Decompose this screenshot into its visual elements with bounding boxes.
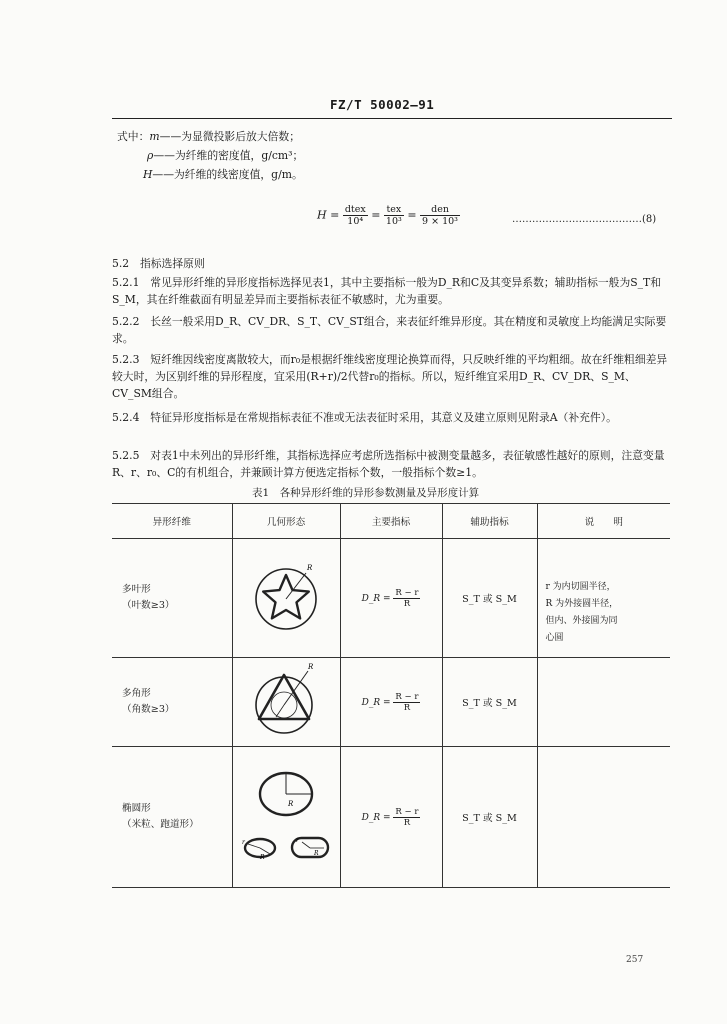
page-number: 257: [626, 955, 644, 965]
header-fiber: 异形纤维: [112, 504, 232, 539]
frac-dtex: $\frac{\text{dtex}}{\text{10⁴}}$: [344, 204, 366, 227]
elliptical-figure: [236, 756, 336, 876]
svg-text:R: R: [308, 662, 314, 671]
standard-code: FZ/T 50002—91: [330, 97, 435, 112]
svg-text:r: r: [242, 838, 245, 846]
svg-text:R: R: [314, 849, 319, 857]
fiber-name-cell: 椭圆形 （米粒、跑道形）: [112, 747, 232, 888]
main-index-cell: D_R = $\frac{R - r}{R}$: [340, 658, 442, 747]
table-caption: 表1 各种异形纤维的异形参数测量及异形度计算: [252, 487, 480, 499]
frac-tex: $\frac{\text{tex}}{\text{10³}}$: [385, 204, 402, 227]
paragraph-5-2-5: 5.2.5 对表1中未列出的异形纤维，其指标选择应考虑所选指标中被测变量越多，表征敏感性越好的原则，注意变量R、r、r₀、C的有机组合，并兼顾计算方便选定指标个数，一般指标个数≥1。: [112, 449, 665, 479]
svg-text:r: r: [296, 836, 299, 844]
main-index-cell: D_R = $\frac{R - r}{R}$: [340, 539, 442, 658]
definition-rho: ρ——为纤维的密度值，g/cm³；: [147, 149, 304, 162]
aux-index-cell: S_T 或 S_M: [442, 539, 537, 658]
paragraph-5-2-1: 5.2.1 常见异形纤维的异形度指标选择见表1，其中主要指标一般为D_R和C及其变异系数；辅助指标一般为S_T和S_M，其在纤维截面有明显差异而主要指标表征不敏感时，尤为重要。: [112, 276, 662, 306]
svg-text:R: R: [307, 563, 313, 572]
aux-index-cell: S_T 或 S_M: [442, 658, 537, 747]
geometry-cell: [232, 658, 340, 747]
paragraph-5-2-3: 5.2.3 短纤维因线密度离散较大，而r₀是根据纤维线密度理论换算而得，只反映纤维的平均粗细。故在纤维粗细差异较大时，为区别纤维的异形程度，宜采用(R+r)/2代替r₀的指标。所以，短纤维宜采用D_R、CV_DR、S_M、CV_SM组合。: [112, 353, 668, 400]
note-cell-empty: [537, 658, 670, 747]
paragraph-5-2-4: 5.2.4 特征异形度指标是在常规指标表征不准或无法表征时采用，其意义及建立原则见附录A（补充件）。: [112, 411, 617, 424]
definition-h: H——为纤维的线密度值，g/m。: [143, 168, 303, 181]
note-cell: r 为内切圆半径， R 为外接圆半径， 但内、外接圆为同 心圆: [537, 539, 670, 658]
fiber-name-cell: 多角形 （角数≥3）: [112, 658, 232, 747]
note-cell-empty: [537, 747, 670, 888]
definition-m: 式中：m——为显微投影后放大倍数；: [117, 130, 300, 143]
section-title: 5.2 指标选择原则: [112, 257, 205, 270]
aux-index-cell: S_T 或 S_M: [442, 747, 537, 888]
paragraph-5-2-2: 5.2.2 长丝一般采用D_R、CV_DR、S_T、CV_ST组合，来表征纤维异形度。其在精度和灵敏度上均能满足实际要求。: [112, 315, 667, 345]
frac-den: $\frac{\text{den}}{\text{9 × 10³}}$: [422, 204, 458, 227]
main-index-cell: D_R = $\frac{R - r}{R}$: [340, 747, 442, 888]
header-notes: 说 明: [537, 504, 670, 539]
header-aux-index: 辅助指标: [442, 504, 537, 539]
table-row: [112, 658, 670, 747]
equation-number: …………………………………(8): [512, 214, 657, 225]
header-geometry: 几何形态: [232, 504, 340, 539]
header-rule: [112, 118, 672, 119]
table-row: [112, 539, 670, 658]
svg-text:R: R: [288, 799, 294, 808]
table-row: [112, 747, 670, 888]
equation-8: H = $\frac{\text{dtex}}{\text{10⁴}}$ = $\frac{\text{tex}}{\text{10³}}$ = $\frac{\text{den}}{\text{9 × 10³}}$: [317, 204, 458, 227]
geometry-cell: [232, 539, 340, 658]
svg-text:R: R: [260, 853, 265, 861]
table-header-row: [112, 504, 670, 539]
header-main-index: 主要指标: [340, 504, 442, 539]
fiber-table: [112, 503, 670, 888]
geometry-cell: [232, 747, 340, 888]
fiber-name-cell: 多叶形 （叶数≥3）: [112, 539, 232, 658]
polygonal-figure: [246, 661, 326, 741]
multilobal-figure: [246, 557, 326, 637]
